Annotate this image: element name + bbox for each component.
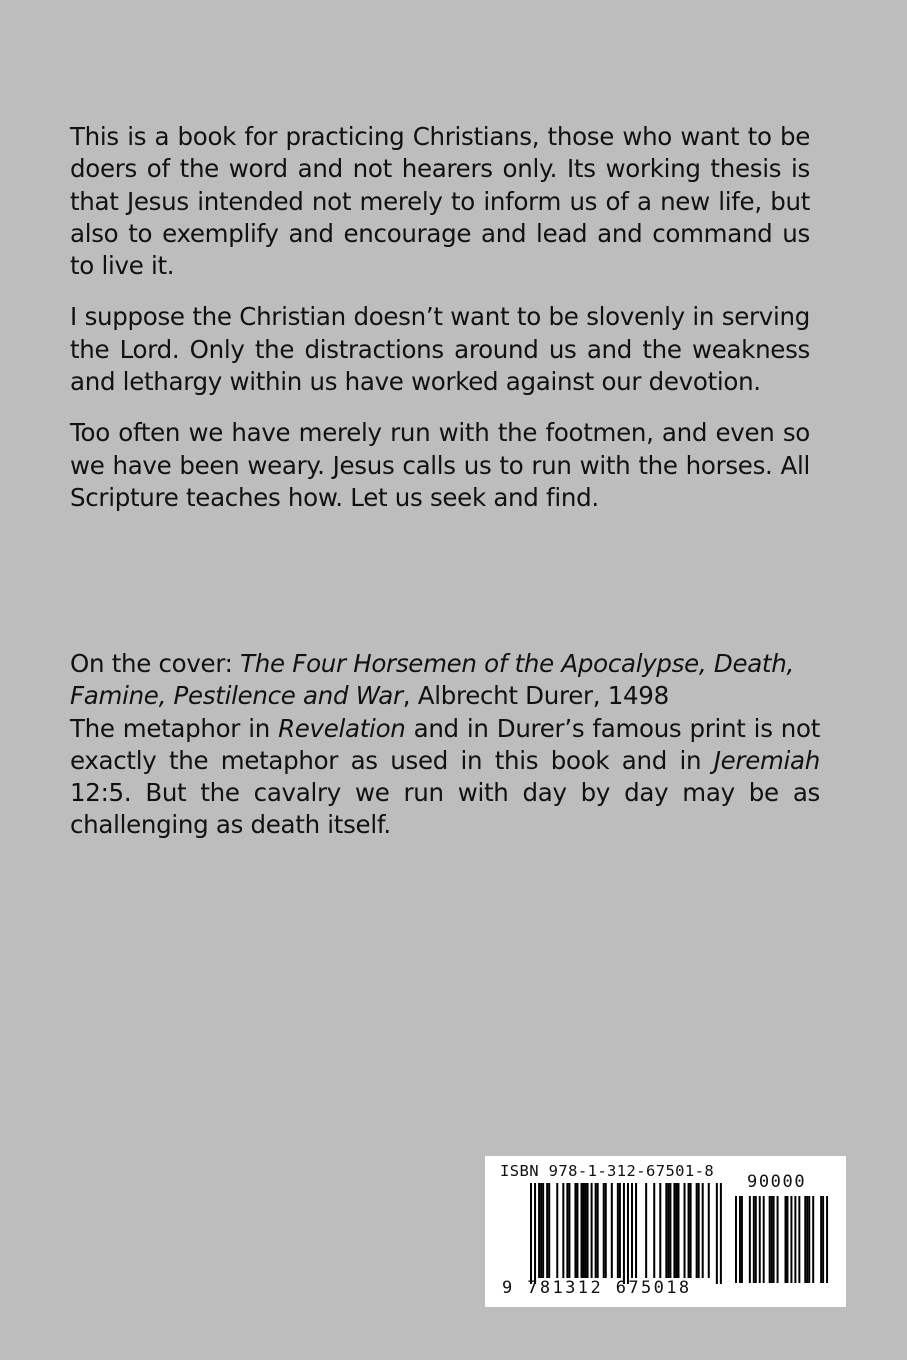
blurb-paragraph-1: This is a book for practicing Christians, those who want to be doers of the word and not hearers only. Its working thesis is that Jesus intended not merely to inform us of a new life, but also to exemplify and encourage and lead and command us to live it. — [70, 122, 810, 281]
isbn-barcode — [485, 1156, 846, 1307]
ean-bar — [675, 1183, 677, 1278]
ean-bar — [631, 1183, 633, 1278]
ean-bar — [627, 1183, 629, 1284]
price-addon-digits: 90000 — [747, 1172, 807, 1192]
ean-bar — [698, 1183, 700, 1278]
ean-bar — [576, 1183, 578, 1278]
addon-bar — [741, 1196, 743, 1283]
ean-bar — [617, 1183, 619, 1278]
ean-bar — [542, 1183, 544, 1278]
ean-bar — [534, 1183, 536, 1284]
cover-credits — [70, 648, 820, 842]
addon-bar — [826, 1196, 828, 1283]
ean-bar — [585, 1183, 587, 1278]
ean-bar — [708, 1183, 710, 1278]
ean-bar — [568, 1183, 570, 1278]
ean-bar — [581, 1183, 583, 1278]
blurb-paragraph-3: Too often we have merely run with the footmen, and even so we have been weary. Jesus calls us to run with the horses. All Scripture teaches how. Let us seek and find. — [70, 418, 810, 512]
addon-bar — [808, 1196, 810, 1283]
ean-bar — [591, 1183, 593, 1278]
ean-bar — [696, 1183, 698, 1278]
addon-bar — [785, 1196, 787, 1283]
addon-bar — [755, 1196, 757, 1283]
metaphor-note-part-3: 12:5. But the cavalry we run with day by day may be as challenging as death itself. — [70, 778, 820, 840]
isbn-label: ISBN 978-1-312-67501-8 — [500, 1162, 715, 1180]
ean-bar — [623, 1183, 625, 1284]
blurb-paragraph-2: I suppose the Christian doesn’t want to be slovenly in serving the Lord. Only the distractions around us and the weakness and lethargy within us have worked against our devotion. — [70, 302, 810, 397]
addon-bar — [771, 1196, 773, 1283]
ean-bar — [635, 1183, 637, 1278]
addon-bar — [735, 1196, 737, 1283]
addon-bar — [773, 1196, 775, 1283]
ean-bar — [562, 1183, 564, 1278]
ean-bar — [673, 1183, 675, 1278]
ean-bar — [548, 1183, 550, 1278]
metaphor-note — [70, 713, 820, 842]
ean-bar — [530, 1183, 532, 1284]
cover-credit-line — [70, 648, 820, 713]
ean-bar — [653, 1183, 655, 1278]
ean-bar — [684, 1183, 686, 1278]
ean-bar — [677, 1183, 679, 1278]
addon-bar — [798, 1196, 800, 1283]
ean-bar — [603, 1183, 605, 1278]
jeremiah-reference: Jeremiah — [713, 745, 820, 775]
ean-bar — [619, 1183, 621, 1278]
ean-bar — [566, 1183, 568, 1278]
ean-bar — [690, 1183, 692, 1278]
ean-bar — [605, 1183, 607, 1278]
addon-bar — [739, 1196, 741, 1283]
ean-bar — [669, 1183, 671, 1278]
ean-bar — [556, 1183, 558, 1278]
ean-bar — [546, 1183, 548, 1278]
addon-bar — [820, 1196, 822, 1283]
addon-bar — [769, 1196, 771, 1283]
addon-bar — [763, 1196, 765, 1283]
addon-bar — [812, 1196, 814, 1283]
blurb — [70, 121, 810, 514]
addon-bar — [822, 1196, 824, 1283]
ean-bar — [540, 1183, 542, 1278]
cover-artist: , Albrecht Durer, 1498 — [402, 681, 669, 711]
addon-bar — [804, 1196, 806, 1283]
ean-bar — [611, 1183, 613, 1278]
metaphor-note-part-1: The metaphor in — [70, 713, 279, 743]
ean-bar — [720, 1183, 722, 1284]
ean-bar — [659, 1183, 661, 1278]
ean-bar — [702, 1183, 704, 1278]
ean-bar — [645, 1183, 647, 1278]
addon-bar — [790, 1196, 792, 1283]
ean-bar — [587, 1183, 589, 1278]
addon-bar — [759, 1196, 761, 1283]
revelation-reference: Revelation — [278, 713, 406, 743]
ean-bar — [538, 1183, 540, 1278]
ean-bar — [597, 1183, 599, 1278]
addon-bar — [806, 1196, 808, 1283]
ean-digits: 9 781312 675018 — [502, 1278, 692, 1298]
cover-credit-prefix: On the cover: — [70, 649, 241, 678]
ean-bar — [665, 1183, 667, 1278]
addon-bar — [794, 1196, 796, 1283]
ean-bar — [716, 1183, 718, 1284]
ean-bar — [574, 1183, 576, 1278]
addon-bar — [749, 1196, 751, 1283]
metaphor-note-part-2: and in Durer’s famous print is not exactly the metaphor as used in this book and in — [70, 713, 820, 775]
cover-artwork-title: The Four Horsemen of the Apocalypse, Death, Famine, Pestilence and War — [70, 649, 794, 711]
ean-bar — [667, 1183, 669, 1278]
addon-bar — [753, 1196, 755, 1283]
addon-bar — [777, 1196, 779, 1283]
ean-bar — [595, 1183, 597, 1278]
addon-bar — [786, 1196, 788, 1283]
ean-bar — [688, 1183, 690, 1278]
ean-bar — [583, 1183, 585, 1278]
